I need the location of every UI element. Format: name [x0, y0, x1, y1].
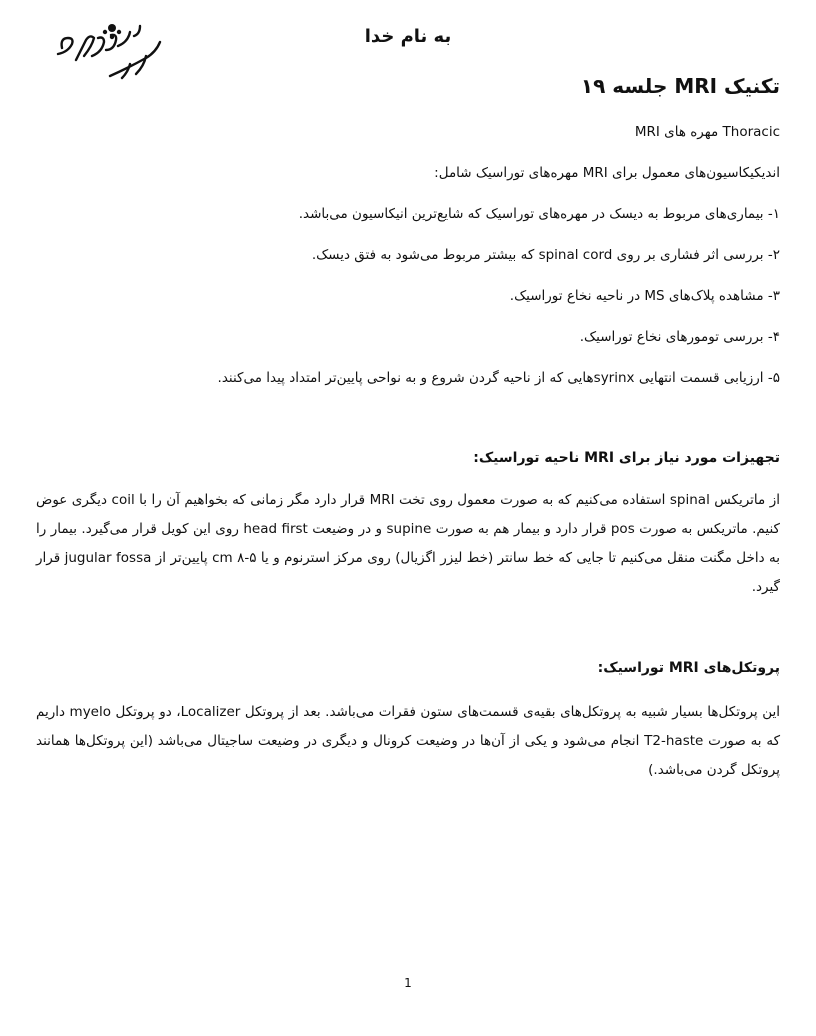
list-item: ۵- ارزیابی قسمت انتهایی syrinxهایی که از ناحیه گردن شروع و به نواحی پایین‌تر امتداد پیدا می‌کنند. [217, 370, 780, 386]
equipment-heading: تجهیزات مورد نیاز برای MRI ناحیه توراسیک: [473, 450, 780, 466]
list-item: ۴- بررسی تومورهای نخاع توراسیک. [579, 329, 780, 345]
list-item: ۲- بررسی اثر فشاری بر روی spinal cord که بیشتر مربوط می‌شود به فتق دیسک. [311, 247, 780, 263]
protocols-paragraph: این پروتکل‌ها بسیار شبیه به پروتکل‌های بقیه‌ی قسمت‌های ستون فقرات می‌باشد. بعد از پروتکل Localizer، دو پروتکل myelo داریم که به صورت T2-haste انجام می‌شود و یکی از آن‌ها در وضیعت کرونال و دیگری در وضیعت ساجیتال می‌باشد (این پروتکل‌ها همانند پروتکل گردن می‌باشد.) [36, 704, 781, 778]
protocols-heading: پروتکل‌های MRI توراسیک: [597, 660, 780, 676]
basmala-heading: به نام خدا [364, 26, 452, 47]
list-item: ۱- بیماری‌های مربوط به دیسک در مهره‌های توراسیک که شایع‌ترین انیکاسیون می‌باشد. [298, 206, 780, 222]
page-number: 1 [404, 976, 412, 990]
equipment-paragraph: از ماتریکس spinal استفاده می‌کنیم که به صورت معمول روی تخت MRI قرار دارد مگر زمانی که بخواهیم آن را با coil دیگری عوض کنیم. ماتریکس به صورت pos قرار دارد و بیمار هم به صورت supine و در وضیعت head first روی این کویل قرار می‌گیرد. بیمار را به داخل مگنت منقل می‌کنیم تا جایی که خط سانتر (خط لیزر اگزیال) روی مرکز استرنوم و یا ۵-۸ cm پایین‌تر از jugular fossa قرار گیرد. [36, 492, 781, 595]
subject-line: MRI مهره های Thoracic [634, 124, 780, 140]
page-title: تکنیک MRI جلسه ۱۹ [580, 74, 780, 98]
list-item: ۳- مشاهده پلاک‌های MS در ناحیه نخاع توراسیک. [509, 288, 780, 304]
indications-intro: اندیکیکاسیون‌های معمول برای MRI مهره‌های توراسیک شامل: [434, 165, 780, 181]
